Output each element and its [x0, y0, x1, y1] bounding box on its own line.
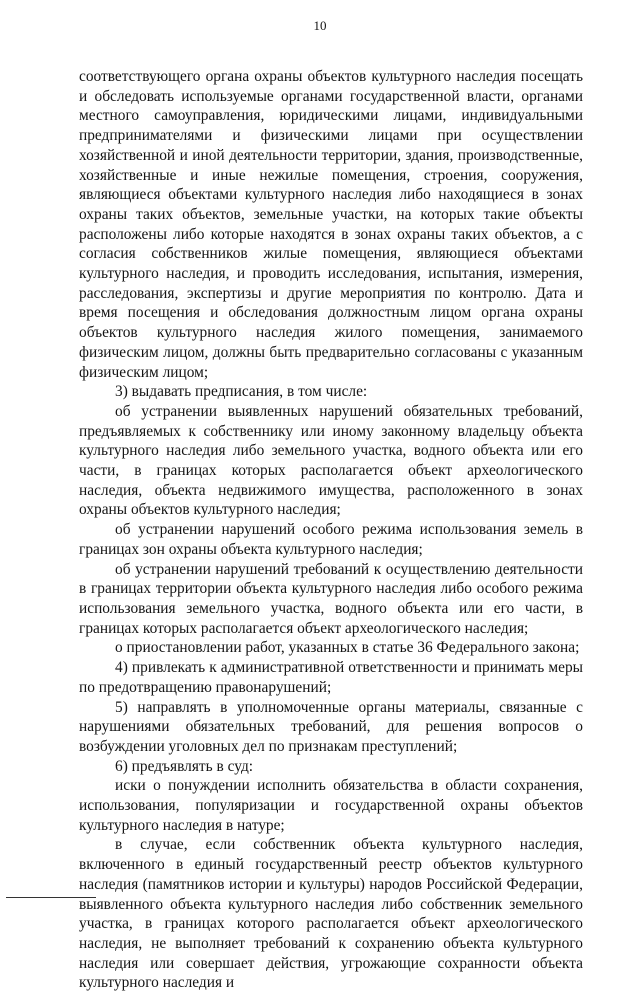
paragraph: 5) направлять в уполномоченные органы материалы, связанные с нарушениями обязательных требований, для решения вопросов о возбуждении уголовных дел по признакам преступлений;	[79, 698, 583, 755]
paragraph: об устранении нарушений требований к осуществлению деятельности в границах территории объекта культурного наследия либо особого режима использования земельного участка, водного объекта или его части, в границах которых располагается объект археологического наследия;	[79, 560, 583, 637]
paragraph: соответствующего органа охраны объектов культурного наследия посещать и обследовать используемые органами государственной власти, органами местного самоуправления, юридическими лицами, индивидуальными предпринимателями и физическими лицами при осуществлении хозяйственной и иной деятельности территории, здания, производственные, хозяйственные и иные нежилые помещения, строения, сооружения, являющиеся объектами культурного наследия либо находящиеся в зонах охраны таких объектов, земельные участки, на которых такие объекты расположены либо которые находятся в зонах охраны таких объектов, а с согласия собственников жилые помещения, являющиеся объектами культурного наследия, и проводить исследования, испытания, измерения, расследования, экспертизы и другие мероприятия по контролю. Дата и время посещения и обследования должностным лицом органа охраны объектов культурного наследия жилого помещения, занимаемого физическим лицом, должны быть предварительно согласованы с указанным физическим лицом;	[79, 68, 583, 381]
paragraph: о приостановлении работ, указанных в статье 36 Федерального закона;	[115, 639, 580, 657]
page-number: 10	[313, 18, 327, 33]
document-body	[79, 67, 583, 993]
paragraph: 6) предъявлять в суд:	[115, 757, 254, 775]
paragraph: иски о понуждении исполнить обязательства в области сохранения, использования, популяризации и государственной охраны объектов культурного наследия в натуре;	[79, 777, 583, 834]
paragraph: 3) выдавать предписания, в том числе:	[115, 383, 368, 401]
paragraph: 4) привлекать к административной ответственности и принимать меры по предотвращению правонарушений;	[79, 659, 583, 696]
paragraph: об устранении выявленных нарушений обязательных требований, предъявляемых к собственнику или иному законному владельцу объекта культурного наследия либо земельного участка, водного объекта или его части, в границах которых располагается объект археологического наследия, объекта недвижимого имущества, расположенного в зонах охраны объектов культурного наследия;	[79, 402, 583, 519]
footnote-divider	[6, 897, 96, 898]
paragraph: об устранении нарушений особого режима использования земель в границах зон охраны объекта культурного наследия;	[79, 521, 583, 558]
paragraph: в случае, если собственник объекта культурного наследия, включенного в единый государственный реестр объектов культурного наследия (памятников истории и культуры) народов Российской Федерации, выявленного объекта культурного наследия либо собственник земельного участка, в границах которого располагается объект археологического наследия, не выполняет требований к сохранению объекта культурного наследия или совершает действия, угрожающие сохранности объекта культурного наследия и	[79, 836, 583, 992]
